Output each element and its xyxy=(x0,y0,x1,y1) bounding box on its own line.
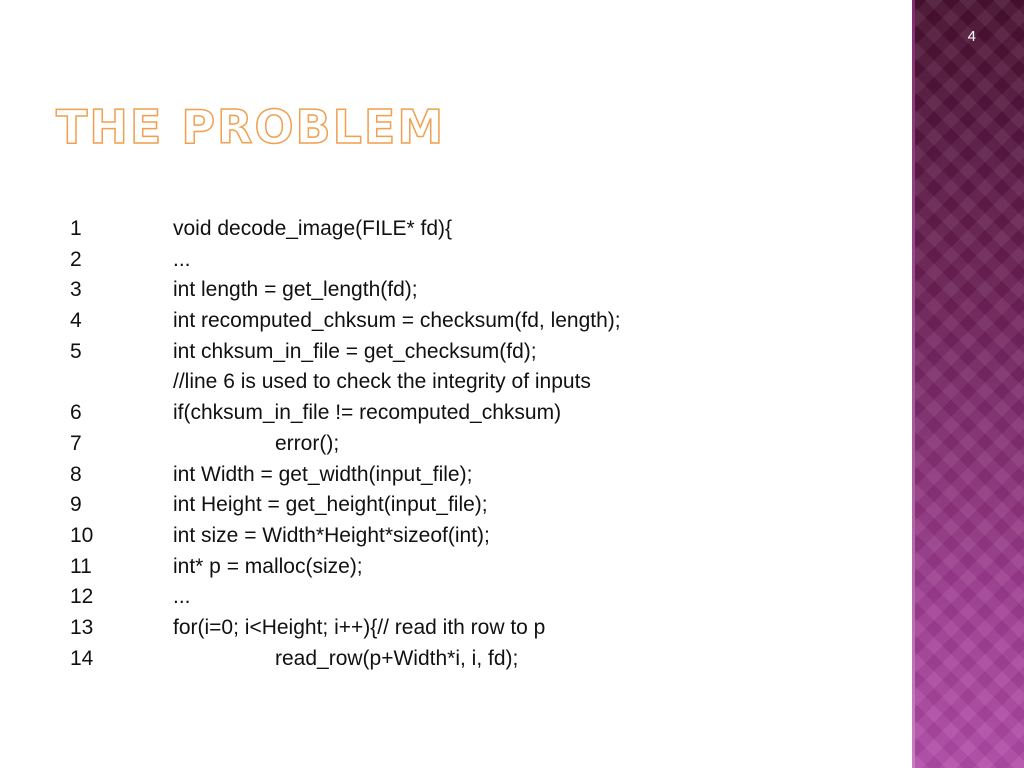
line-number: 4 xyxy=(70,309,82,333)
code-line xyxy=(70,460,890,491)
code-line xyxy=(70,429,890,460)
line-code-text: int Height = get_height(input_file); xyxy=(173,493,488,517)
line-code-text: int recomputed_chksum = checksum(fd, length); xyxy=(173,309,621,333)
code-line xyxy=(70,214,890,245)
line-number: 7 xyxy=(70,431,82,455)
line-code-text: if(chksum_in_file != recomputed_chksum) xyxy=(173,401,562,425)
line-code-text: error(); xyxy=(275,431,340,455)
code-line xyxy=(70,490,890,521)
line-number: 3 xyxy=(70,278,82,302)
line-code-text: //line 6 is used to check the integrity of inputs xyxy=(173,370,591,394)
code-line xyxy=(70,245,890,276)
code-line xyxy=(70,337,890,368)
line-number: 6 xyxy=(70,401,82,425)
code-listing xyxy=(70,214,890,674)
code-line xyxy=(70,306,890,337)
line-number: 2 xyxy=(70,247,82,271)
code-line xyxy=(70,275,890,306)
code-line xyxy=(70,552,890,583)
sidebar-edge xyxy=(912,0,915,768)
line-code-text: for(i=0; i<Height; i++){// read ith row to p xyxy=(173,615,546,639)
line-code-text: int length = get_length(fd); xyxy=(173,278,418,302)
line-code-text: int Width = get_width(input_file); xyxy=(173,462,473,486)
line-number: 8 xyxy=(70,462,82,486)
line-code-text: void decode_image(FILE* fd){ xyxy=(173,217,452,240)
line-code-text: int* p = malloc(size); xyxy=(173,554,363,578)
line-code-text: int chksum_in_file = get_checksum(fd); xyxy=(173,339,537,363)
line-number: 13 xyxy=(70,615,94,639)
line-code-text: ... xyxy=(173,247,191,271)
code-line xyxy=(70,367,890,398)
code-line xyxy=(70,398,890,429)
line-code-text: int size = Width*Height*sizeof(int); xyxy=(173,523,490,547)
slide-number: 4 xyxy=(967,28,976,45)
decorative-sidebar xyxy=(912,0,1024,768)
line-number: 12 xyxy=(70,585,94,609)
code-line xyxy=(70,521,890,552)
code-line xyxy=(70,613,890,644)
line-number: 11 xyxy=(70,554,92,578)
line-number: 14 xyxy=(70,646,94,670)
line-number: 5 xyxy=(70,339,82,363)
code-line xyxy=(70,644,890,675)
line-number: 10 xyxy=(70,523,94,547)
line-number: 9 xyxy=(70,493,82,517)
line-code-text: read_row(p+Width*i, i, fd); xyxy=(275,646,519,670)
line-code-text: ... xyxy=(173,585,191,609)
line-number: 1 xyxy=(70,217,82,240)
code-line xyxy=(70,582,890,613)
slide-title: THE PROBLEM xyxy=(56,100,446,154)
